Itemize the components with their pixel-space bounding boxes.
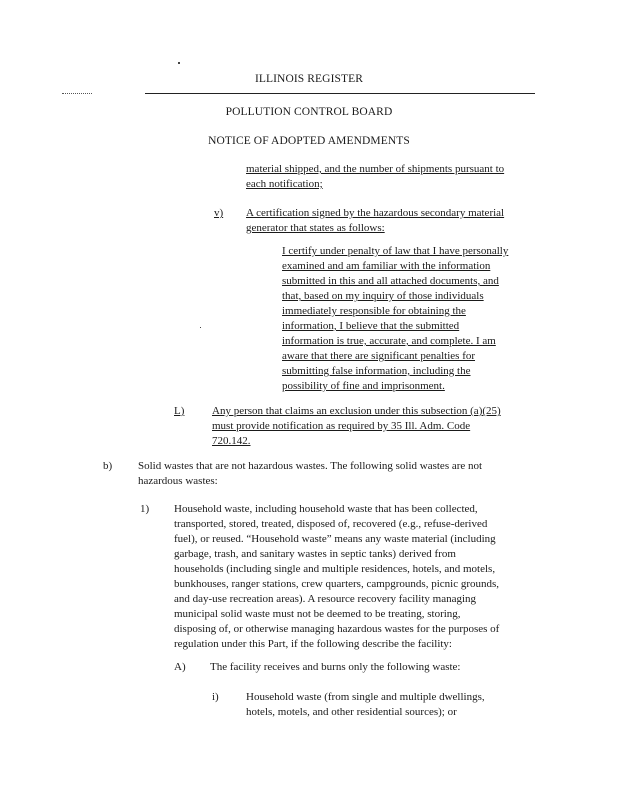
text-line: information is true, accurate, and complete. I am <box>282 335 496 347</box>
scan-speck <box>178 62 180 64</box>
item-1-label: 1) <box>140 503 150 515</box>
text-line: disposing of, or otherwise managing hazardous wastes for the purposes of <box>174 623 500 635</box>
text-line: that, based on my inquiry of those individuals <box>282 290 484 302</box>
text-line: Solid wastes that are not hazardous wastes. The following solid wastes are not <box>138 460 483 472</box>
text-line: transported, stored, treated, disposed of, recovered (e.g., refuse-derived <box>174 518 488 530</box>
text-line: bunkhouses, ranger stations, crew quarters, campgrounds, picnic grounds, <box>174 578 500 590</box>
text-line: each notification; <box>246 178 323 190</box>
item-v-label: v) <box>214 207 224 219</box>
text-line: possibility of fine and imprisonment. <box>282 380 445 392</box>
scan-speck <box>200 327 201 328</box>
text-line: Any person that claims an exclusion under this subsection (a)(25) <box>212 405 501 417</box>
text-line: 720.142. <box>212 435 251 447</box>
item-1-text <box>174 502 549 652</box>
agency-title: POLLUTION CONTROL BOARD <box>225 106 393 118</box>
text-line: generator that states as follows: <box>246 222 385 234</box>
certification-statement <box>282 244 552 394</box>
text-line: Household waste (from single and multiple dwellings, <box>246 691 485 703</box>
text-line: A certification signed by the hazardous secondary material <box>246 207 505 219</box>
text-line: material shipped, and the number of shipments pursuant to <box>246 163 505 175</box>
text-line: must provide notification as required by 35 Ill. Adm. Code <box>212 420 471 432</box>
section-b-text <box>138 459 548 489</box>
text-line: information, I believe that the submitted <box>282 320 460 332</box>
header-rule-left <box>62 93 92 94</box>
item-L-text <box>212 404 552 449</box>
text-line: submitted in this and all attached documents, and <box>282 275 499 287</box>
section-b-label: b) <box>103 460 113 472</box>
text-line: aware that there are significant penalties for <box>282 350 476 362</box>
item-i-label: i) <box>212 691 219 703</box>
text-line: examined and am familiar with the information <box>282 260 491 272</box>
text-line: hazardous wastes: <box>138 475 218 487</box>
text-line: municipal solid waste must not be deemed to be treating, storing, <box>174 608 461 620</box>
item-L-label: L) <box>174 405 185 417</box>
text-line: submitting false information, including the <box>282 365 471 377</box>
item-v-text <box>246 206 546 236</box>
item-A-text: The facility receives and burns only the following waste: <box>210 661 461 673</box>
item-A-label: A) <box>174 661 186 673</box>
text-line: Household waste, including household waste that has been collected, <box>174 503 478 515</box>
text-line: immediately responsible for obtaining the <box>282 305 466 317</box>
item-i-text <box>246 690 546 720</box>
text-line: households (including single and multiple residences, hotels, and motels, <box>174 563 496 575</box>
register-title: ILLINOIS REGISTER <box>254 73 364 85</box>
text-line: fuel), or reused. “Household waste” means any waste material (including <box>174 533 496 545</box>
text-line: hotels, motels, and other residential sources); or <box>246 706 457 718</box>
text-line: I certify under penalty of law that I have personally <box>282 245 509 257</box>
notice-title: NOTICE OF ADOPTED AMENDMENTS <box>208 135 410 147</box>
text-line: regulation under this Part, if the following describe the facility: <box>174 638 452 650</box>
text-line: garbage, trash, and sanitary wastes in septic tanks) derived from <box>174 548 456 560</box>
continuation-text <box>246 162 546 192</box>
text-line: and day-use recreation areas). A resource recovery facility managing <box>174 593 477 605</box>
header-rule <box>145 93 535 94</box>
